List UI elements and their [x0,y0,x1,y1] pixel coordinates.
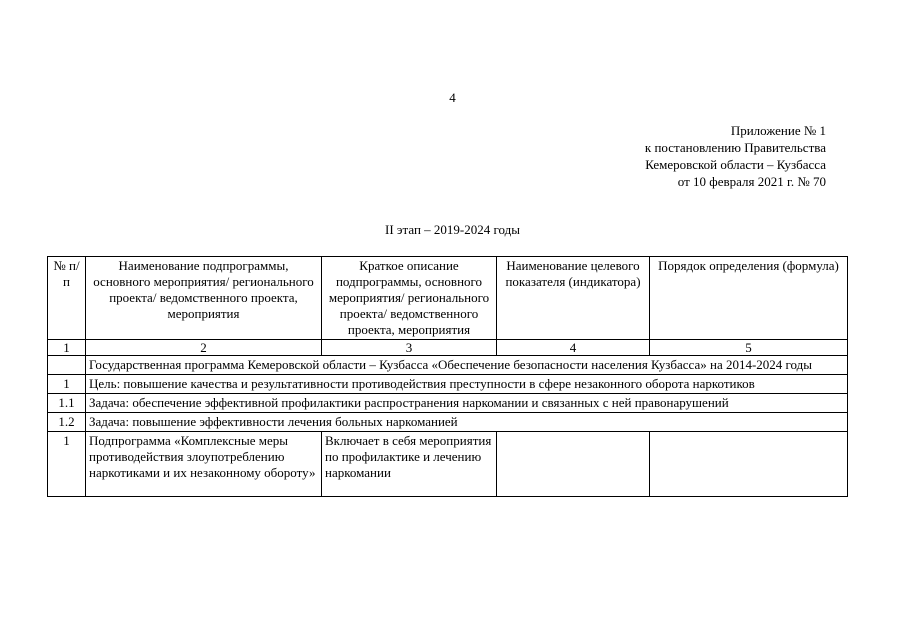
goal-text-cell: Цель: повышение качества и результативности противодействия преступности в сфере незаконного оборота наркотиков [86,375,848,394]
column-number-cell: 5 [650,340,848,356]
table-header-row [48,257,848,340]
empty-cell [48,356,86,375]
page-number: 4 [449,90,456,105]
task-text-cell: Задача: обеспечение эффективной профилактики распространения наркомании и связанных с ней правонарушений [86,394,848,413]
column-number-cell: 3 [322,340,497,356]
appendix-line: к постановлению Правительства [644,140,826,155]
column-number-row [48,340,848,356]
stage-title: II этап – 2019-2024 годы [385,222,520,237]
column-number-cell: 4 [497,340,650,356]
task-text-cell: Задача: повышение эффективности лечения больных наркоманией [86,413,848,432]
column-number-cell: 2 [86,340,322,356]
header-cell: Наименование целевого показателя (индикатора) [497,257,650,340]
header-cell: Наименование подпрограммы, основного мероприятия/ регионального проекта/ ведомственного проекта, мероприятия [86,257,322,340]
subprogram-description-cell: Включает в себя мероприятия по профилактике и лечению наркомании [322,432,497,497]
formula-cell [650,432,848,497]
program-table [47,256,848,497]
appendix-line: от 10 февраля 2021 г. № 70 [677,174,826,189]
goal-row [48,375,848,394]
header-cell: Краткое описание подпрограммы, основного мероприятия/ регионального проекта/ ведомственного проекта, мероприятия [322,257,497,340]
appendix-line: Приложение № 1 [730,123,826,138]
header-cell: Порядок определения (формула) [650,257,848,340]
header-cell: № п/п [48,257,86,340]
task-row [48,394,848,413]
program-row [48,356,848,375]
appendix-block [560,122,826,190]
column-number-cell: 1 [48,340,86,356]
row-number-cell: 1.1 [48,394,86,413]
subprogram-name-cell: Подпрограмма «Комплексные меры противодействия злоупотреблению наркотиками и их незаконному обороту» [86,432,322,497]
task-row [48,413,848,432]
program-title-cell: Государственная программа Кемеровской области – Кузбасса «Обеспечение безопасности населения Кузбасса» на 2014-2024 годы [86,356,848,375]
row-number-cell: 1 [48,432,86,497]
indicator-cell [497,432,650,497]
subprogram-row [48,432,848,497]
appendix-line: Кемеровской области – Кузбасса [645,157,826,172]
row-number-cell: 1 [48,375,86,394]
row-number-cell: 1.2 [48,413,86,432]
